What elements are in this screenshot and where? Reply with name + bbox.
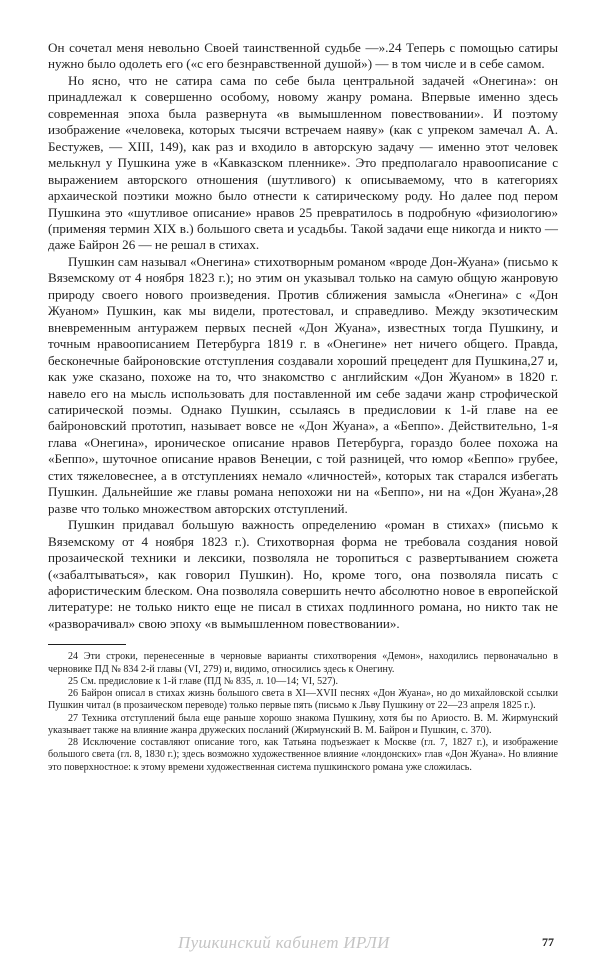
footnote-28: 28 Исключение составляют описание того, как Татьяна подъезжает к Москве (гл. 7, 1827 г.), и изображение большого света (гл. 8, 1830 г.); здесь возможно художественное влияние «лондонских» глав «Дон Жуана». Но влияние это поверхностное: к этому времени художественная система пушкинского романа уже сложилась. [48, 737, 558, 773]
watermark: Пушкинский кабинет ИРЛИ [178, 933, 390, 952]
footnote-24: 24 Эти строки, перенесенные в черновые варианты стихотворения «Демон», находились первоначально в черновике ПД № 834 2-й главы (VI, 279) и, видимо, относились здесь к Онегину. [48, 651, 558, 675]
paragraph-3: Пушкин сам называл «Онегина» стихотворным романом «вроде Дон-Жуана» (письмо к Вяземскому от 4 ноября 1823 г.); но этим он указывал только на самую общую жанровую природу своего нового произведения. Против сближения замысла «Онегина» с «Дон Жуаном» Пушкин, как мы видели, протестовал, и справедливо. Между экзотическим вневременным антуражем первых песней «Дон Жуана», известных тогда Пушкину, и точным нравоописанием Петербурга 1819 г. в «Онегине» нет ничего общего. Правда, бесконечные байроновские отступления создавали хороший прецедент для Пушкина,27 и, как уже сказано, похоже на то, что знакомство с английским «Дон Жуаном» в 1820 г. навело его на мысль использовать для поставленной им себе задачи жанр строфической сатирической поэмы. Однако Пушкин, ссылаясь в предисловии к 1-й главе на ее байроновский прототип, называет вовсе не «Дон Жуана», а «Беппо». Действительно, 1-я глава «Онегина», ироническое описание нравов Петербурга, гораздо более похожа на «Беппо», шуточное описание нравов Венеции, с той разницей, что юмор «Беппо» грубее, стих тяжеловеснее, а в отступлениях немало «личностей», которых так старался избегать Пушкин. Дальнейшие же главы романа непохожи ни на «Беппо», ни на «Дон Жуана»,28 разве что только множеством авторских отступлений. [48, 253, 558, 516]
paragraph-2: Но ясно, что не сатира сама по себе была центральной задачей «Онегина»: он принадлежал к совершенно особому, новому жанру романа. Впервые именно здесь современная эпоха была развернута «в вымышленном повествовании». И поэтому изображение «человека, которых тысячи встречаем наяву» (как с упреком замечал А. А. Бестужев, — XIII, 149), как раз и входило в авторскую задачу — именно этот человек мелькнул у Пушкина уже в «Кавказском пленнике». Это предполагало нравоописание с выражением авторского отношения (шутливого) к описываемому, что в категориях архаической поэтики можно было отнести к сатирическому роду. Но далее под пером Пушкина это «шутливое описание» нравов 25 превратилось в подробную «физиологию» (применяя термин XIX в.) большого света и усадьбы. Такой задачи еще никогда и никто — даже Байрон 26 — не решал в стихах. [48, 72, 558, 253]
page-footer [48, 933, 558, 959]
footnotes [48, 651, 558, 774]
paragraph-4: Пушкин придавал большую важность определению «роман в стихах» (письмо к Вяземскому от 4 ноября 1823 г.). Стихотворная форма не требовала создания новой прозаической техники и лексики, позволяла не торопиться с развертыванием сюжета («забалтываться», как говорил Пушкин). Но, кроме того, она позволяла писать с афористическим блеском. Она позволяла совершить нечто абсолютно новое в европейской литературе: не только никто еще не писал в стихах подлинного романа, но никто так не «разворачивал» свою эпоху «в вымышленном повествовании». [48, 517, 558, 631]
page-number: 77 [542, 935, 554, 949]
footnote-26: 26 Байрон описал в стихах жизнь большого света в XI—XVII песнях «Дон Жуана», но до михайловской ссылки Пушкин читал (в прозаическом переводе) только первые пять (письмо к Льву Пушкину от 22—23 апреля 1825 г.). [48, 688, 558, 712]
footnote-25: 25 См. предисловие к 1-й главе (ПД № 835, л. 10—14; VI, 527). [68, 675, 339, 687]
main-text [48, 40, 558, 632]
footnote-27: 27 Техника отступлений была еще раньше хорошо знакома Пушкину, хотя бы по Ариосто. В. М. Жирмунский указывает также на влияние жанра дружеских посланий (Жирмунский В. М. Байрон и Пушкин, с. 370). [48, 712, 558, 736]
paragraph-1: Он сочетал меня невольно Своей таинственной судьбе —».24 Теперь с помощью сатиры нужно было одолеть его («с его безнравственной душой») — в том числе и в себе самом. [48, 40, 558, 72]
footnote-divider [48, 644, 126, 645]
book-page [48, 40, 558, 965]
